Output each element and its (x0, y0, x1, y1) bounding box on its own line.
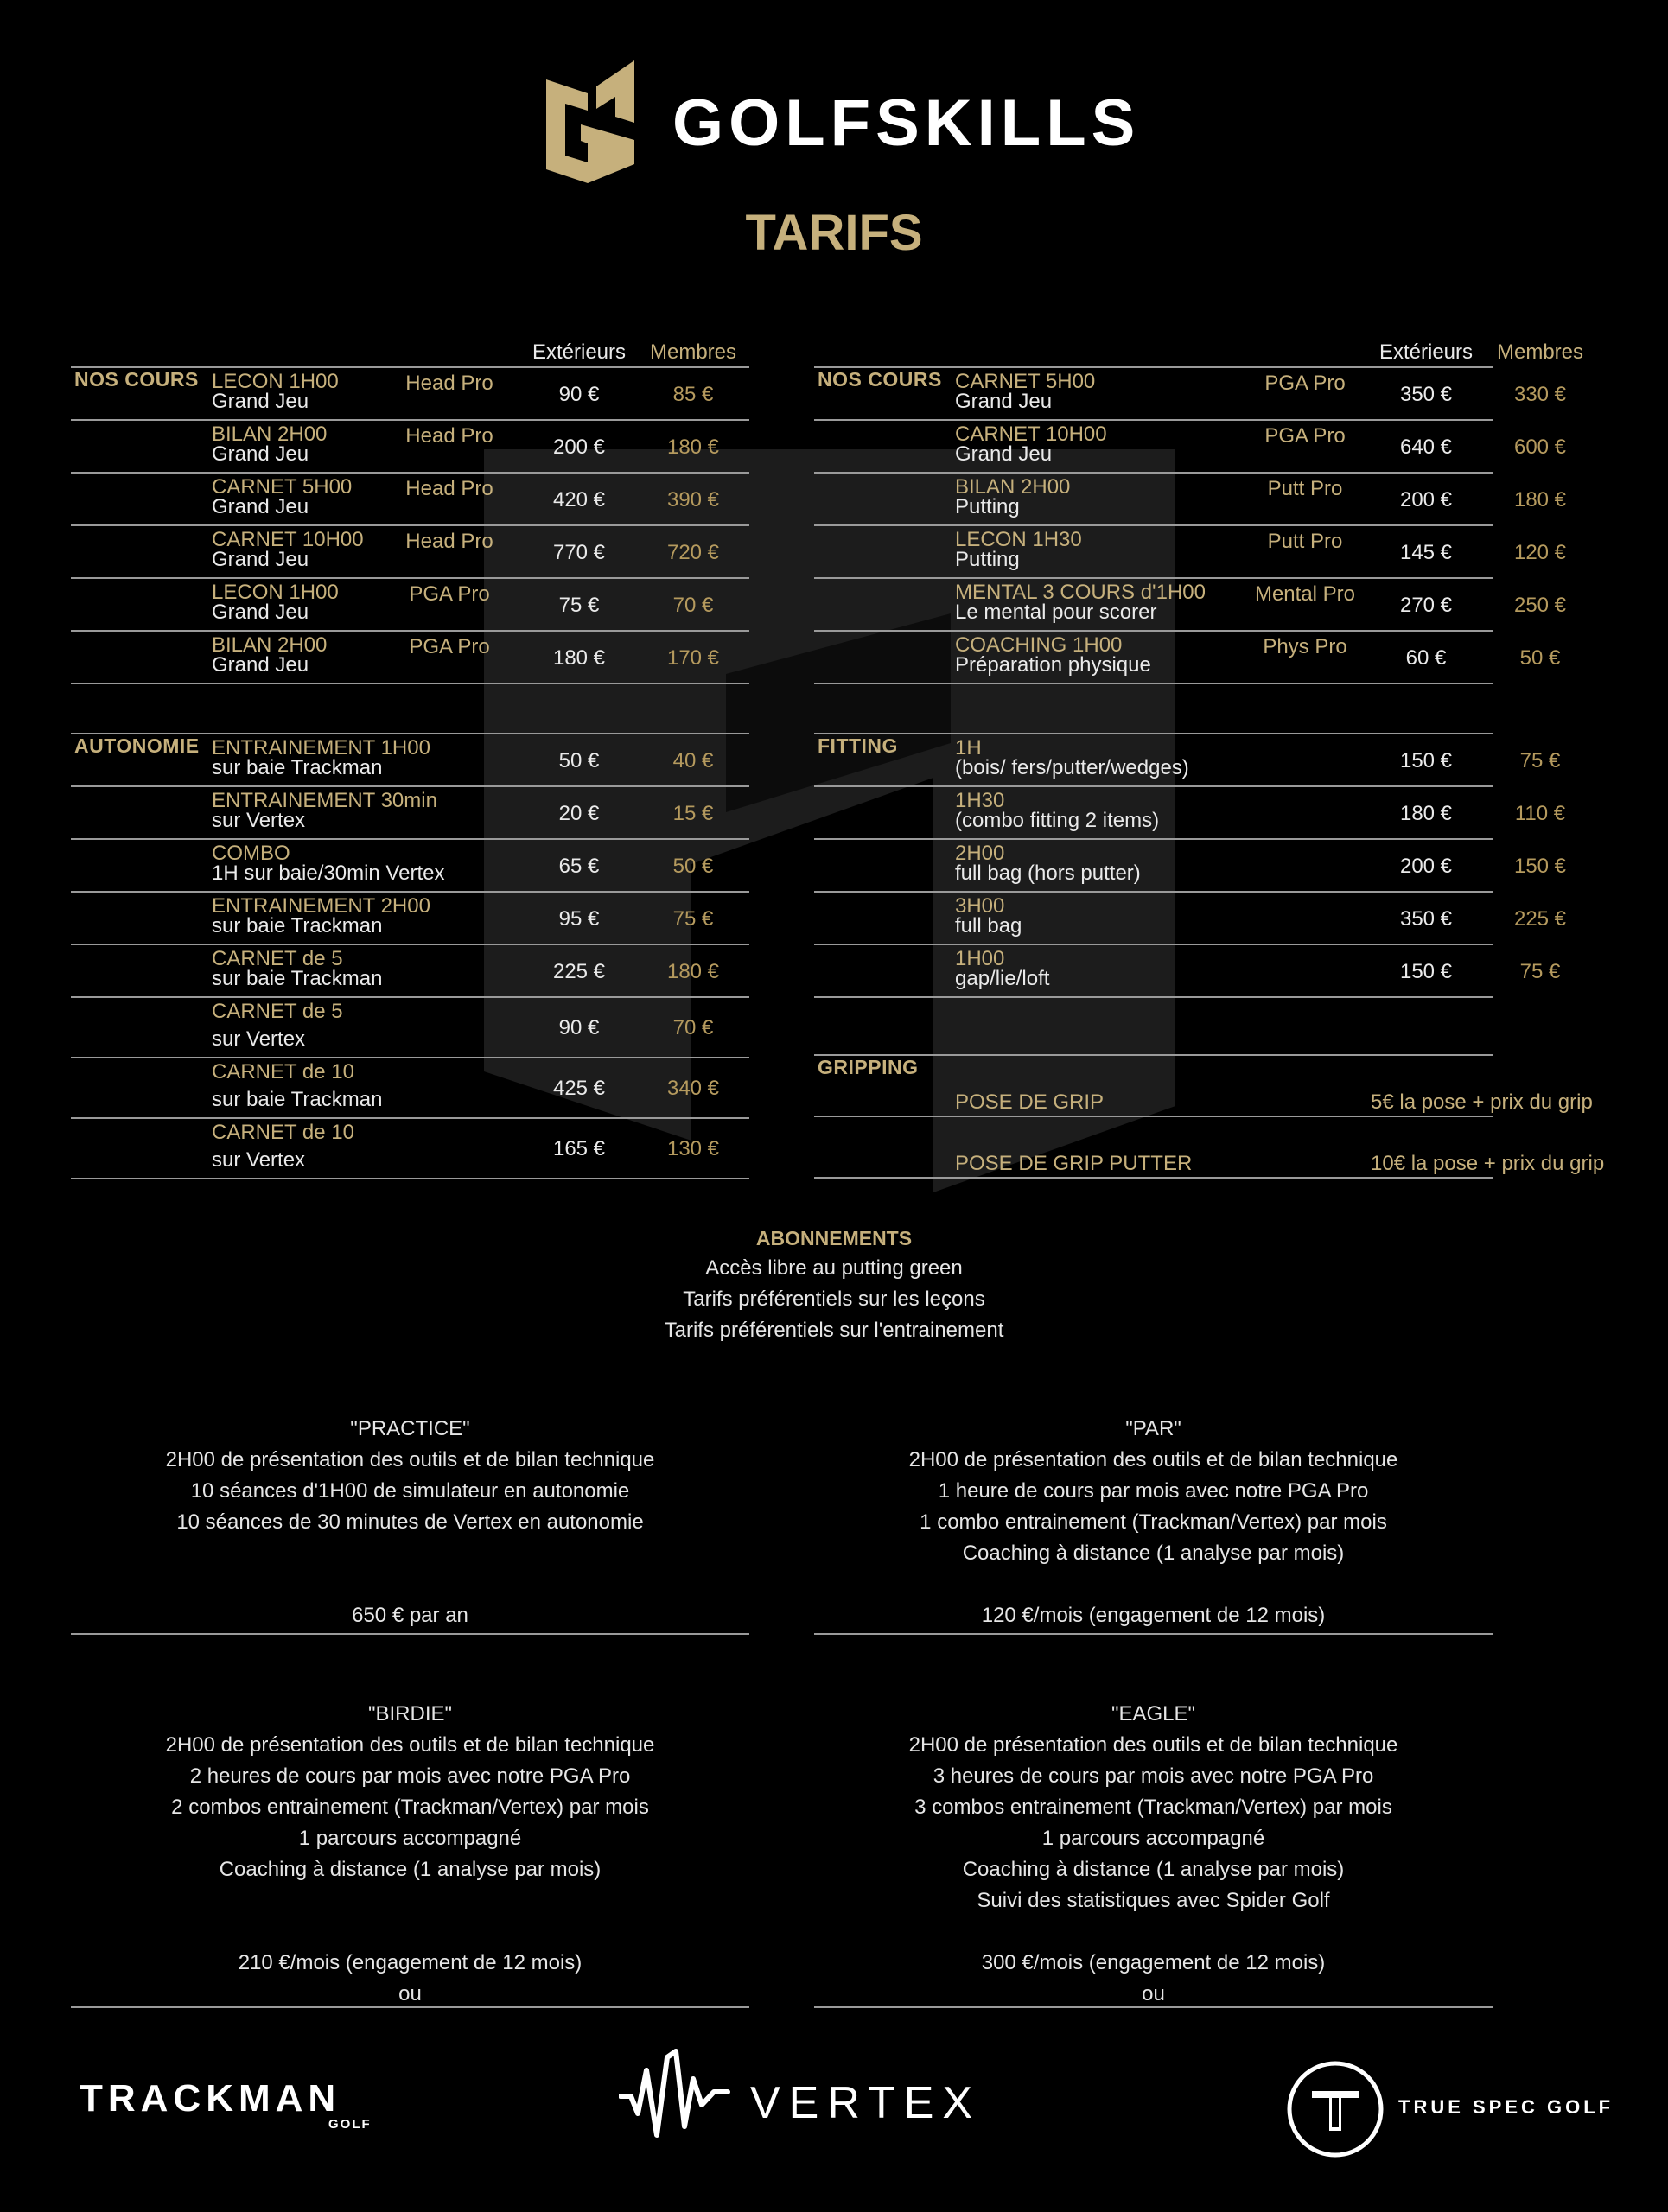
cours-row-price-ext: 420 € (552, 487, 606, 512)
fitting-row-sub: full bag (955, 914, 1022, 938)
cours-row-sub: Grand Jeu (212, 548, 309, 571)
plan-price: 120 €/mois (engagement de 12 mois) (981, 1604, 1326, 1627)
plan-feature: 3 combos entrainement (Trackman/Vertex) par mois (914, 1796, 1392, 1819)
cours-row-price-mem: 390 € (666, 487, 720, 512)
plan-name: "BIRDIE" (367, 1702, 453, 1726)
row-divider (71, 838, 749, 840)
plan-feature: 2H00 de présentation des outils et de bilan technique (908, 1448, 1398, 1471)
cours-row-name: BILAN 2H00 (212, 633, 328, 657)
cours-row-pro: PGA Pro (1264, 372, 1346, 395)
autonomie-row-sub: sur Vertex (212, 809, 306, 832)
cours-row-price-ext: 75 € (558, 593, 600, 617)
row-divider (71, 891, 749, 893)
header-membres-left: Membres (649, 340, 737, 364)
row-divider (814, 838, 1493, 840)
plan-feature: 2 combos entrainement (Trackman/Vertex) par mois (171, 1796, 649, 1819)
fitting-row-name: 1H30 (955, 789, 1005, 812)
row-divider (71, 1178, 749, 1179)
cours-row-price-ext: 200 € (552, 435, 606, 459)
cours-row-sub: Grand Jeu (955, 442, 1053, 466)
cours-row-price-mem: 720 € (666, 540, 720, 564)
cours-row-name: BILAN 2H00 (955, 475, 1071, 499)
plan-card (71, 1414, 749, 1538)
cours-row-price-mem: 85 € (672, 382, 714, 406)
autonomie-row-price-ext: 20 € (558, 801, 600, 825)
fitting-row-name: 1H00 (955, 947, 1005, 970)
abonnements-title: ABONNEMENTS (755, 1227, 913, 1249)
plan-card (814, 1414, 1493, 1569)
cours-row-price-mem: 70 € (672, 593, 714, 617)
cours-row-sub: Préparation physique (955, 653, 1151, 677)
cours-row-pro: Putt Pro (1267, 530, 1343, 553)
section-title-nos-cours-right: NOS COURS (818, 368, 942, 391)
autonomie-row-name: ENTRAINEMENT 1H00 (212, 736, 430, 760)
cours-row-sub: Grand Jeu (212, 653, 309, 677)
cours-row-pro: Head Pro (405, 530, 493, 553)
cours-row-pro: PGA Pro (1264, 424, 1346, 448)
cours-row-name: CARNET 5H00 (955, 370, 1096, 393)
cours-row-pro: Phys Pro (1263, 635, 1347, 658)
fitting-row-sub: (bois/ fers/putter/wedges) (955, 756, 1189, 779)
autonomie-row-name: ENTRAINEMENT 2H00 (212, 894, 430, 918)
cours-row-sub: Grand Jeu (212, 601, 309, 624)
section-title-gripping: GRIPPING (818, 1056, 919, 1078)
cours-row-price-mem: 120 € (1513, 540, 1567, 564)
cours-row-sub: Putting (955, 495, 1020, 518)
fitting-row-name: 1H (955, 736, 982, 760)
plan-price-block (814, 1600, 1493, 1631)
plan-feature: 1 combo entrainement (Trackman/Vertex) par mois (920, 1510, 1387, 1534)
plan-feature: 1 heure de cours par mois avec notre PGA Pro (938, 1479, 1369, 1503)
fitting-row-name: 2H00 (955, 842, 1005, 865)
autonomie-row-sub: sur baie Trackman (212, 756, 383, 779)
section-title-nos-cours-left: NOS COURS (74, 368, 199, 391)
row-divider (814, 630, 1493, 632)
section-top-line (814, 366, 1493, 368)
cours-row-name: MENTAL 3 COURS d'1H00 (955, 581, 1206, 604)
autonomie-row-name: CARNET de 10 (212, 1121, 354, 1144)
cours-row-price-ext: 145 € (1399, 540, 1453, 564)
header-membres-right: Membres (1496, 340, 1584, 364)
cours-row-price-ext: 270 € (1399, 593, 1453, 617)
row-divider (814, 419, 1493, 421)
autonomie-row-name: CARNET de 10 (212, 1060, 354, 1084)
plan-card (814, 1699, 1493, 1916)
fitting-row-name: 3H00 (955, 894, 1005, 918)
fitting-row-price-mem: 225 € (1513, 906, 1567, 931)
cours-row-price-mem: 170 € (666, 645, 720, 670)
cours-row-price-ext: 180 € (552, 645, 606, 670)
autonomie-row-sub: sur Vertex (212, 1027, 306, 1051)
plan-divider (71, 1633, 749, 1635)
intro-line: Accès libre au putting green (705, 1256, 963, 1280)
golfskills-logo-icon (546, 60, 634, 183)
row-divider (814, 683, 1493, 684)
fitting-row-sub: full bag (hors putter) (955, 861, 1141, 885)
plan-feature: Coaching à distance (1 analyse par mois) (219, 1858, 602, 1881)
autonomie-row-name: ENTRAINEMENT 30min (212, 789, 437, 812)
plan-feature: 1 parcours accompagné (1041, 1827, 1265, 1850)
plan-feature: 1 parcours accompagné (298, 1827, 522, 1850)
cours-row-price-ext: 200 € (1399, 487, 1453, 512)
row-divider (814, 944, 1493, 945)
autonomie-row-price-ext: 65 € (558, 854, 600, 878)
cours-row-sub: Putting (955, 548, 1020, 571)
autonomie-row-price-mem: 130 € (666, 1137, 720, 1160)
section-title-fitting: FITTING (818, 734, 898, 757)
section-top-line (814, 733, 1493, 734)
row-divider (71, 472, 749, 474)
autonomie-row-price-mem: 75 € (672, 906, 714, 931)
autonomie-row-price-ext: 165 € (552, 1137, 606, 1160)
autonomie-row-name: CARNET de 5 (212, 1000, 343, 1023)
plan-price: 210 €/mois (engagement de 12 mois) (238, 1951, 583, 1974)
true-spec-logo-text: TRUE SPEC GOLF (1398, 2096, 1614, 2118)
row-divider (71, 944, 749, 945)
brand-name: GOLFSKILLS (672, 86, 1141, 160)
autonomie-row-sub: sur Vertex (212, 1148, 306, 1172)
cours-row-sub: Grand Jeu (212, 495, 309, 518)
row-divider (814, 996, 1493, 998)
row-divider (71, 785, 749, 787)
autonomie-row-price-mem: 70 € (672, 1016, 714, 1039)
plan-alt: ou (398, 1982, 422, 2005)
plan-name: "PAR" (1125, 1417, 1181, 1440)
true-spec-logo-icon (1286, 2060, 1385, 2158)
row-divider (814, 524, 1493, 526)
autonomie-row-price-mem: 50 € (672, 854, 714, 878)
row-divider (71, 996, 749, 998)
cours-row-sub: Grand Jeu (212, 390, 309, 413)
cours-row-pro: PGA Pro (409, 635, 490, 658)
autonomie-row-sub: sur baie Trackman (212, 914, 383, 938)
plan-price-block (71, 1948, 749, 2010)
row-divider (814, 577, 1493, 579)
cours-row-pro: Head Pro (405, 477, 493, 500)
autonomie-row-sub: sur baie Trackman (212, 967, 383, 990)
plan-price: 300 €/mois (engagement de 12 mois) (981, 1951, 1326, 1974)
cours-row-name: LECON 1H00 (212, 581, 339, 604)
plan-feature: 3 heures de cours par mois avec notre PGA Pro (933, 1764, 1374, 1788)
cours-row-pro: PGA Pro (409, 582, 490, 606)
row-divider (71, 524, 749, 526)
cours-row-price-ext: 350 € (1399, 382, 1453, 406)
autonomie-row-price-mem: 40 € (672, 748, 714, 772)
fitting-row-price-ext: 180 € (1399, 801, 1453, 825)
abonnements-intro (0, 1253, 1668, 1346)
cours-row-price-mem: 50 € (1519, 645, 1561, 670)
cours-row-price-mem: 330 € (1513, 382, 1567, 406)
autonomie-row-sub: 1H sur baie/30min Vertex (212, 861, 445, 885)
plan-name: "EAGLE" (1111, 1702, 1196, 1726)
section-title-autonomie: AUTONOMIE (74, 734, 200, 757)
header-exterieurs-right: Extérieurs (1378, 340, 1474, 364)
cours-row-price-mem: 180 € (666, 435, 720, 459)
plan-divider (814, 2006, 1493, 2008)
cours-row-name: LECON 1H00 (212, 370, 339, 393)
autonomie-row-price-ext: 225 € (552, 959, 606, 983)
row-divider (71, 419, 749, 421)
cours-row-price-mem: 250 € (1513, 593, 1567, 617)
cours-row-price-ext: 90 € (558, 382, 600, 406)
plan-price-block (71, 1600, 749, 1631)
autonomie-row-name: CARNET de 5 (212, 947, 343, 970)
autonomie-row-price-mem: 15 € (672, 801, 714, 825)
row-divider (71, 683, 749, 684)
cours-row-name: LECON 1H30 (955, 528, 1082, 551)
section-top-line (71, 366, 749, 368)
page-title: TARIFS (745, 205, 923, 261)
plan-price-block (814, 1948, 1493, 2010)
header-exterieurs-left: Extérieurs (532, 340, 627, 364)
plan-card (71, 1699, 749, 1885)
cours-row-pro: Mental Pro (1254, 582, 1356, 606)
cours-row-name: CARNET 10H00 (955, 423, 1107, 446)
plan-divider (71, 2006, 749, 2008)
gripping-row-price: 5€ la pose + prix du grip (1371, 1090, 1593, 1114)
row-divider (71, 1057, 749, 1058)
fitting-row-price-ext: 150 € (1399, 959, 1453, 983)
fitting-row-sub: gap/lie/loft (955, 967, 1050, 990)
plan-feature: 2H00 de présentation des outils et de bilan technique (908, 1733, 1398, 1757)
fitting-row-price-ext: 200 € (1399, 854, 1453, 878)
cours-row-sub: Le mental pour scorer (955, 601, 1157, 624)
row-divider (814, 1177, 1493, 1179)
section-top-line (814, 1054, 1493, 1056)
row-divider (71, 630, 749, 632)
plan-divider (814, 1633, 1493, 1635)
cours-row-name: BILAN 2H00 (212, 423, 328, 446)
cours-row-pro: Head Pro (405, 372, 493, 395)
cours-row-name: CARNET 10H00 (212, 528, 364, 551)
plan-feature: Suivi des statistiques avec Spider Golf (977, 1889, 1330, 1912)
row-divider (71, 577, 749, 579)
cours-row-pro: Putt Pro (1267, 477, 1343, 500)
autonomie-row-price-mem: 180 € (666, 959, 720, 983)
row-divider (814, 891, 1493, 893)
plan-feature: 10 séances de 30 minutes de Vertex en autonomie (176, 1510, 644, 1534)
autonomie-row-price-ext: 90 € (558, 1016, 600, 1039)
fitting-row-price-mem: 110 € (1514, 801, 1566, 825)
autonomie-row-price-ext: 425 € (552, 1077, 606, 1100)
row-divider (814, 1116, 1493, 1117)
plan-feature: 10 séances d'1H00 de simulateur en autonomie (190, 1479, 630, 1503)
row-divider (71, 1117, 749, 1119)
vertex-logo: VERTEX (750, 2078, 982, 2128)
fitting-row-price-mem: 75 € (1519, 959, 1561, 983)
row-divider (814, 472, 1493, 474)
cours-row-sub: Grand Jeu (955, 390, 1053, 413)
autonomie-row-name: COMBO (212, 842, 290, 865)
autonomie-row-price-ext: 50 € (558, 748, 600, 772)
autonomie-row-price-ext: 95 € (558, 906, 600, 931)
cours-row-price-ext: 60 € (1405, 645, 1447, 670)
section-top-line (71, 733, 749, 734)
gripping-row-name: POSE DE GRIP (955, 1090, 1105, 1114)
fitting-row-price-ext: 150 € (1399, 748, 1453, 772)
gripping-row-price: 10€ la pose + prix du grip (1371, 1152, 1605, 1175)
cours-row-price-ext: 770 € (552, 540, 606, 564)
fitting-row-price-ext: 350 € (1399, 906, 1453, 931)
gripping-row-name: POSE DE GRIP PUTTER (955, 1152, 1193, 1175)
intro-line: Tarifs préférentiels sur les leçons (683, 1287, 985, 1311)
autonomie-row-sub: sur baie Trackman (212, 1088, 383, 1111)
cours-row-pro: Head Pro (405, 424, 493, 448)
fitting-row-price-mem: 150 € (1513, 854, 1567, 878)
fitting-row-sub: (combo fitting 2 items) (955, 809, 1160, 832)
intro-line: Tarifs préférentiels sur l'entrainement (664, 1319, 1004, 1342)
plan-feature: Coaching à distance (1 analyse par mois) (962, 1858, 1345, 1881)
cours-row-name: CARNET 5H00 (212, 475, 353, 499)
plan-alt: ou (1142, 1982, 1165, 2005)
cours-row-price-ext: 640 € (1399, 435, 1453, 459)
trackman-logo: TRACKMAN (80, 2077, 341, 2120)
plan-feature: 2H00 de présentation des outils et de bilan technique (165, 1733, 655, 1757)
plan-price: 650 € par an (352, 1604, 468, 1627)
plan-feature: 2H00 de présentation des outils et de bilan technique (165, 1448, 655, 1471)
cours-row-name: COACHING 1H00 (955, 633, 1123, 657)
vertex-wave-icon (619, 2044, 731, 2139)
cours-row-sub: Grand Jeu (212, 442, 309, 466)
plan-feature: 2 heures de cours par mois avec notre PGA Pro (189, 1764, 631, 1788)
autonomie-row-price-mem: 340 € (666, 1077, 720, 1100)
plan-name: "PRACTICE" (350, 1417, 470, 1440)
fitting-row-price-mem: 75 € (1519, 748, 1561, 772)
cours-row-price-mem: 600 € (1513, 435, 1567, 459)
cours-row-price-mem: 180 € (1513, 487, 1567, 512)
row-divider (814, 785, 1493, 787)
trackman-logo-sub: GOLF (328, 2117, 372, 2132)
plan-feature: Coaching à distance (1 analyse par mois) (962, 1541, 1345, 1565)
